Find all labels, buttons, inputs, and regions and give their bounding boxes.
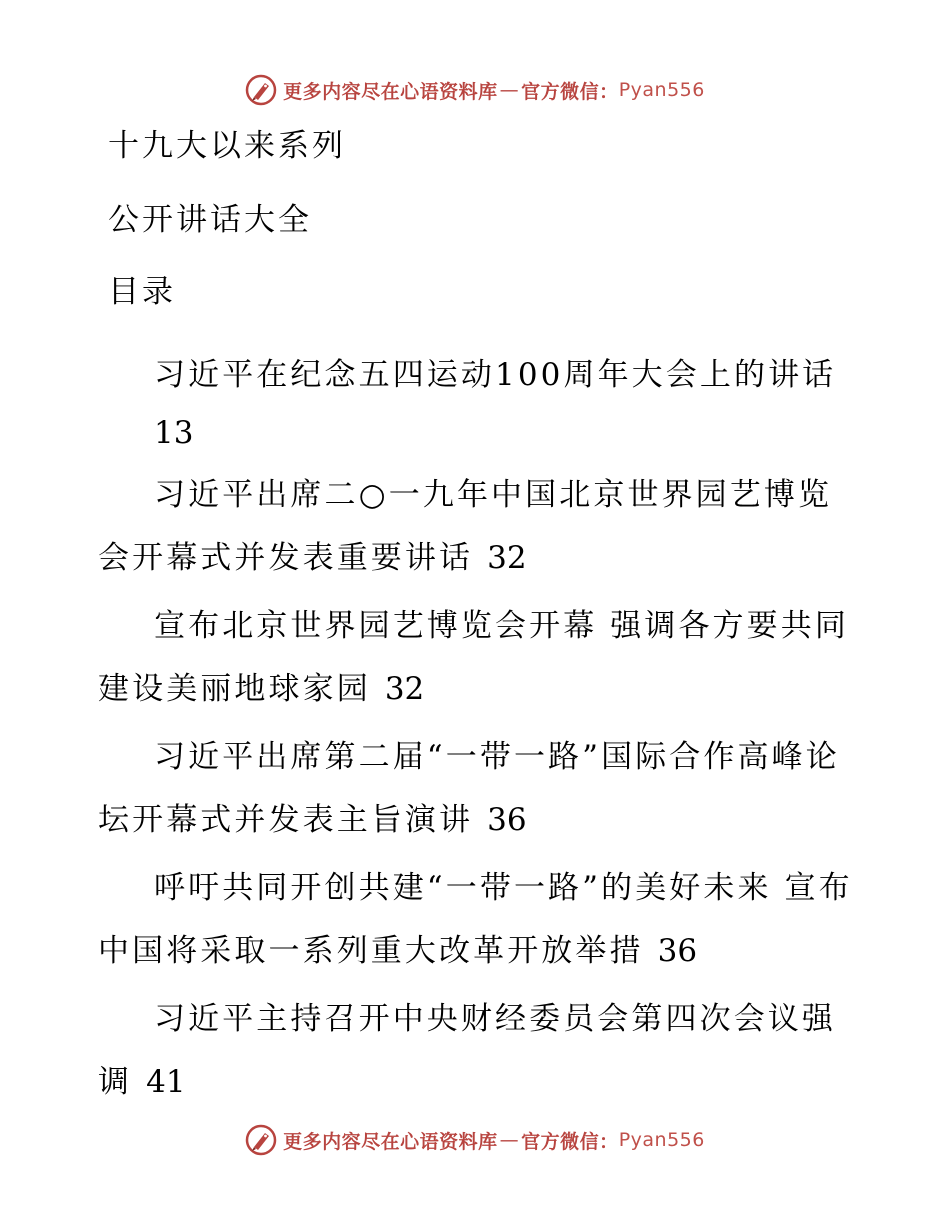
toc-entry-page: 13 [154, 415, 194, 451]
pen-nib-logo-icon [245, 1124, 277, 1156]
toc-entry[interactable] [98, 344, 858, 459]
toc-entry[interactable] [98, 595, 858, 721]
toc-entry[interactable] [98, 988, 858, 1114]
watermark-banner-top [0, 70, 950, 110]
toc-entry-title: 习近平主持召开中央财经委员会第四次会议强调 [98, 1001, 836, 1100]
toc-entry-page: 41 [146, 1064, 186, 1100]
toc-entry[interactable] [98, 726, 858, 852]
toc-entry-page: 36 [657, 933, 698, 969]
series-title: 十九大以来系列 [108, 128, 346, 164]
toc-entry-title: 习近平出席二○一九年中国北京世界园艺博览会开幕式并发表重要讲话 [98, 477, 833, 576]
watermark-wechat-id: Pyan556 [618, 1129, 705, 1151]
watermark-brand: 更多内容尽在心语资料库 [283, 80, 498, 103]
pen-nib-logo-icon [245, 74, 277, 106]
toc-entry-page: 32 [487, 540, 527, 576]
watermark-separator: — [499, 1129, 520, 1151]
watermark-brand: 更多内容尽在心语资料库 [283, 1130, 498, 1153]
watermark-wechat-label: 官方微信： [521, 1130, 619, 1153]
document-subtitle: 公开讲话大全 [108, 202, 312, 238]
toc-entry-page: 32 [384, 671, 425, 707]
watermark-wechat-label: 官方微信： [521, 80, 619, 103]
table-of-contents [98, 344, 858, 1119]
toc-entry-title: 习近平出席第二届“一带一路”国际合作高峰论坛开幕式并发表主旨演讲 [98, 739, 840, 838]
watermark-wechat-id: Pyan556 [618, 79, 705, 101]
toc-entry-title: 呼吁共同开创共建“一带一路”的美好未来 宣布中国将采取一系列重大改革开放举措 [98, 870, 853, 969]
toc-entry-title: 宣布北京世界园艺博览会开幕 强调各方要共同建设美丽地球家园 [98, 608, 849, 707]
watermark-banner-bottom [0, 1120, 950, 1160]
watermark-separator: — [499, 79, 520, 101]
toc-title: 目录 [108, 274, 176, 310]
toc-entry[interactable] [98, 857, 858, 983]
toc-entry-page: 36 [487, 802, 527, 838]
toc-entry[interactable] [98, 464, 858, 590]
toc-entry-title: 习近平在纪念五四运动100周年大会上的讲话 [154, 357, 837, 393]
